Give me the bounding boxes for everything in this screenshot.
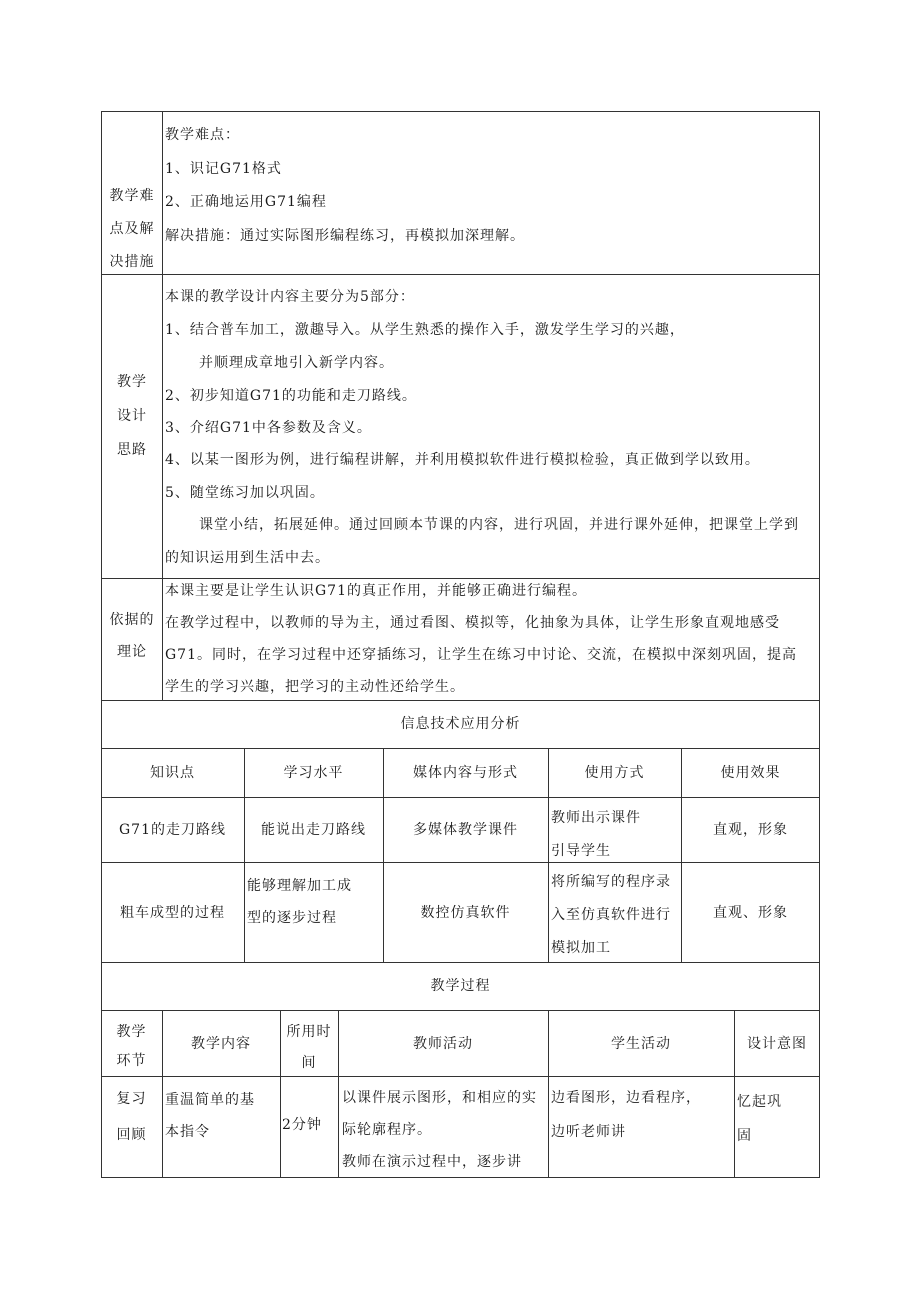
it-row-level: 型的逐步过程	[247, 910, 337, 926]
theory-text: G71。同时，在学习过程中还穿插练习，让学生在练习中讨论、交流，在模拟中深刻巩固，提高	[165, 647, 797, 663]
process-row-stage: 复习	[116, 1091, 147, 1107]
process-header-time: 所用时	[286, 1024, 332, 1040]
difficulty-label: 教学难	[109, 188, 155, 204]
theory-label: 理论	[117, 644, 147, 660]
it-row-level: 能说出走刀路线	[261, 822, 366, 838]
it-row-media: 数控仿真软件	[420, 905, 511, 921]
it-header-media: 媒体内容与形式	[413, 765, 518, 781]
row-divider	[101, 797, 820, 798]
design-text: 并顺理成章地引入新学内容。	[199, 355, 394, 371]
theory-text: 本课主要是让学生认识G71的真正作用，并能够正确进行编程。	[165, 583, 587, 599]
it-header-knowledge: 知识点	[150, 765, 195, 781]
it-row-knowledge: 粗车成型的过程	[120, 905, 225, 921]
difficulty-text: 1、识记G71格式	[165, 161, 282, 177]
design-text: 3、介绍G71中各参数及含义。	[165, 420, 372, 436]
it-row-usage: 入至仿真软件进行	[551, 907, 671, 923]
it-row-usage: 模拟加工	[551, 940, 611, 956]
it-row-media: 多媒体教学课件	[413, 822, 518, 838]
theory-text: 在教学过程中，以教师的导为主，通过看图、模拟等，化抽象为具体，让学生形象直观地感受	[165, 615, 780, 631]
difficulty-label: 决措施	[109, 254, 155, 270]
it-analysis-title: 信息技术应用分析	[400, 716, 521, 732]
design-label: 思路	[117, 442, 147, 458]
process-row-content: 本指令	[165, 1124, 210, 1140]
difficulty-text: 2、正确地运用G71编程	[165, 194, 327, 210]
it-header-effect: 使用效果	[720, 765, 781, 781]
design-text: 课堂小结，拓展延伸。通过回顾本节课的内容，进行巩固，并进行课外延伸，把课堂上学到	[199, 517, 799, 533]
process-header-content: 教学内容	[191, 1036, 251, 1052]
it-row-knowledge: G71的走刀路线	[119, 822, 226, 838]
design-text: 1、结合普车加工，激趣导入。从学生熟悉的操作入手，激发学生学习的兴趣，	[165, 322, 685, 338]
process-row-intent: 固	[737, 1128, 752, 1144]
design-text: 2、初步知道G71的功能和走刀路线。	[165, 388, 417, 404]
process-header-teacher: 教师活动	[413, 1036, 473, 1052]
difficulty-text: 教学难点：	[165, 127, 240, 143]
process-row-teacher: 教师在演示过程中，逐步讲	[342, 1154, 522, 1170]
row-divider	[101, 962, 820, 963]
it-header-level: 学习水平	[283, 765, 344, 781]
process-row-time: 2分钟	[282, 1117, 322, 1133]
process-row-student: 边看图形，边看程序，	[551, 1090, 701, 1106]
row-divider	[101, 748, 820, 749]
process-header-intent: 设计意图	[747, 1036, 807, 1052]
column-divider	[162, 111, 163, 700]
it-row-usage: 将所编写的程序录	[551, 874, 671, 890]
difficulty-label: 点及解	[109, 221, 155, 237]
row-divider	[101, 862, 820, 863]
process-header-time: 间	[301, 1055, 317, 1071]
design-text: 4、以某一图形为例，进行编程讲解，并利用模拟软件进行模拟检验，真正做到学以致用。	[165, 452, 760, 468]
difficulty-text: 解决措施：通过实际图形编程练习，再模拟加深理解。	[165, 228, 525, 244]
it-row-effect: 直观，形象	[713, 822, 788, 838]
process-row-teacher: 以课件展示图形，和相应的实	[342, 1090, 537, 1106]
theory-label: 依据的	[109, 612, 155, 628]
process-row-student: 边听老师讲	[551, 1124, 626, 1140]
it-header-usage: 使用方式	[584, 765, 645, 781]
design-label: 设计	[117, 408, 147, 424]
it-row-level: 能够理解加工成	[247, 878, 352, 894]
it-row-usage: 引导学生	[551, 843, 611, 859]
theory-text: 学生的学习兴趣，把学习的主动性还给学生。	[165, 679, 465, 695]
process-header-stage: 环节	[116, 1053, 147, 1069]
row-divider	[101, 1076, 820, 1077]
process-row-stage: 回顾	[116, 1127, 147, 1143]
design-text: 本课的教学设计内容主要分为5部分：	[165, 289, 415, 305]
it-row-effect: 直观、形象	[713, 905, 788, 921]
row-divider	[101, 274, 820, 275]
design-label: 教学	[117, 374, 147, 390]
it-row-usage: 教师出示课件	[551, 810, 641, 826]
process-title: 教学过程	[430, 978, 491, 994]
process-header-stage: 教学	[116, 1024, 147, 1040]
process-header-student: 学生活动	[611, 1036, 671, 1052]
design-text: 5、随堂练习加以巩固。	[165, 485, 325, 501]
process-row-content: 重温简单的基	[165, 1092, 255, 1108]
process-row-intent: 忆起巩	[737, 1094, 782, 1110]
design-text: 的知识运用到生活中去。	[165, 550, 330, 566]
process-row-teacher: 际轮廓程序。	[342, 1122, 432, 1138]
row-divider	[101, 1010, 820, 1011]
